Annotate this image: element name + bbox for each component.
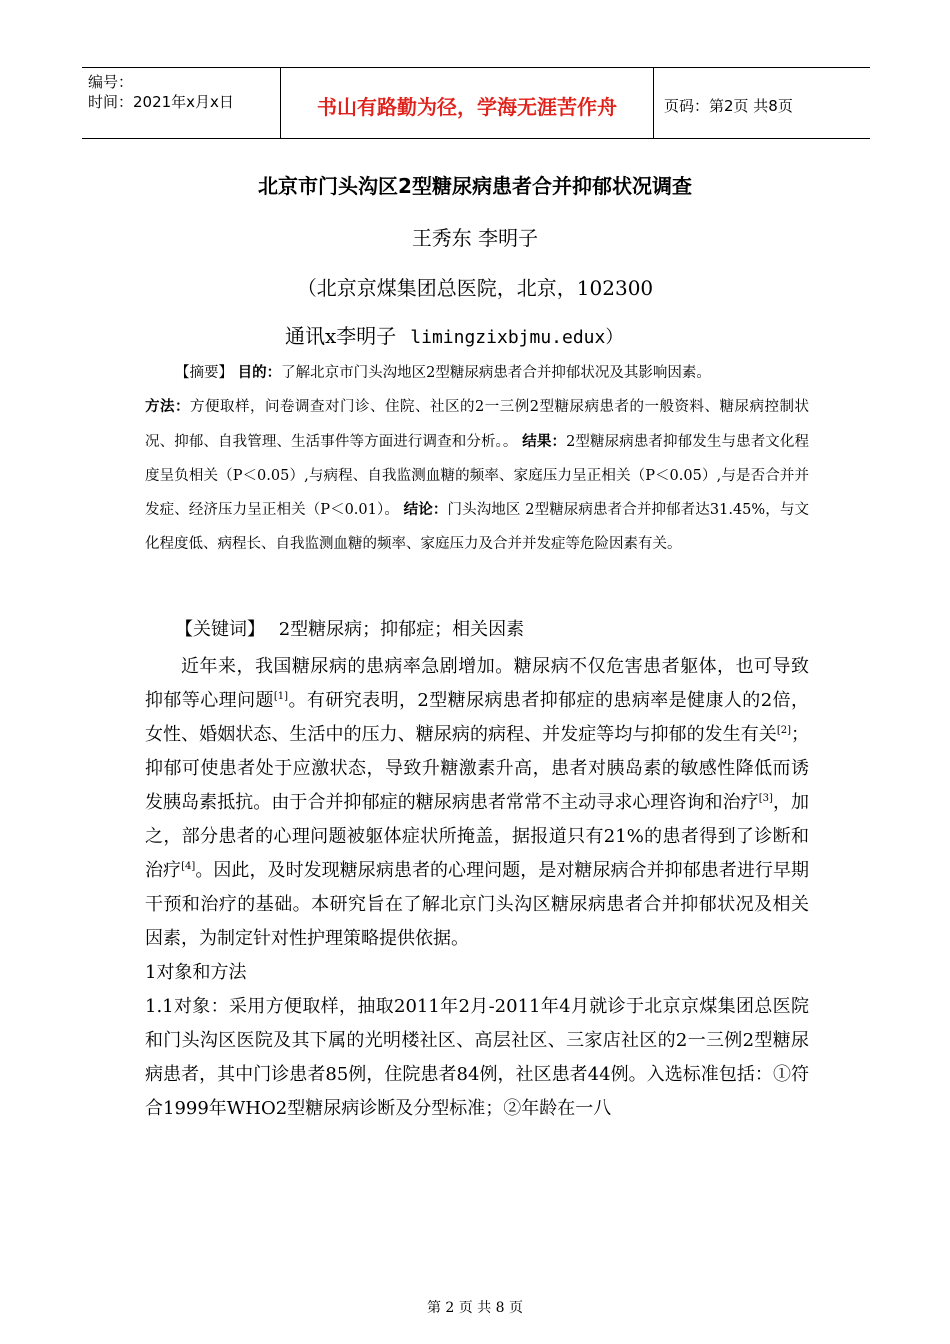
intro-text-4: ，加之，部分患者的心理问题被躯体症状所掩盖，据报道只有21%的患者得到了诊断和治疗 — [145, 792, 810, 881]
intro-paragraph — [145, 650, 809, 956]
abstract-conclusion-label: 结论： — [403, 501, 448, 519]
keywords — [145, 616, 809, 644]
subsection-paragraph: 1.1对象：采用方便取样，抽取2011年2月-2011年4月就诊于北京京煤集团总医院和门头沟区医院及其下属的光明楼社区、高层社区、三家店社区的2一三例2型糖尿病患者，其中门诊患者85例，住院患者84例，社区患者44例。入选标准包括：①符合1999年WHO2型糖尿病诊断及分型标准；②年龄在一八 — [145, 996, 809, 1119]
document-number-label: 编号： — [88, 73, 134, 91]
abstract-method-label: 方法： — [145, 398, 191, 416]
header-motto: 书山有路勤为径，学海无涯苦作舟 — [281, 68, 654, 138]
header-meta — [82, 68, 281, 138]
intro-text-5: 。因此，及时发现糖尿病患者的心理问题，是对糖尿病合并抑郁患者进行早期干预和治疗的基础。本研究旨在了解北京门头沟区糖尿病患者合并抑郁状况及相关因素，为制定针对性护理策略提供依据。 — [145, 860, 810, 949]
document-time: 时间：2021年x月x日 — [88, 93, 234, 111]
citation-1: [1] — [273, 691, 289, 702]
abstract-method: 方便取样，问卷调查对门诊、住院、社区的2一三例2型糖尿病患者的一般资料、糖尿病控制状况、抑郁、自我管理、生活事件等方面进行调查和分析。。 — [145, 399, 810, 450]
article-affiliation: （北京京煤集团总医院，北京，102300 — [296, 276, 654, 300]
citation-2: [2] — [776, 725, 791, 736]
citation-3: [3] — [758, 793, 773, 804]
body-text — [145, 650, 809, 1126]
abstract — [145, 356, 809, 562]
abstract-result: 2型糖尿病患者抑郁发生与患者文化程度呈负相关（P＜0.05）,与病程、自我监测血糖的频率、家庭压力呈正相关（P＜0.05）,与是否合并并发症、经济压力呈正相关（P＜0.01）。 — [145, 433, 810, 519]
abstract-tag: 【摘要】 — [175, 365, 233, 381]
abstract-result-label: 结果： — [522, 432, 567, 450]
contact-label: 通讯x李明子 — [285, 324, 397, 348]
intro-text-1: 近年来，我国糖尿病的患病率急剧增加。糖尿病不仅危害患者躯体，也可导致抑郁等心理问题 — [145, 656, 809, 711]
article-contact — [0, 320, 950, 349]
article-title: 北京市门头沟区2型糖尿病患者合并抑郁状况调查 — [258, 174, 692, 198]
citation-4: [4] — [181, 861, 196, 872]
section-heading: 1对象和方法 — [145, 962, 247, 983]
article-authors: 王秀东 李明子 — [411, 226, 539, 250]
abstract-purpose-label: 目的： — [237, 364, 282, 381]
intro-text-2: 。有研究表明，2型糖尿病患者抑郁症的患病率是健康人的2倍，女性、婚姻状态、生活中的压力、糖尿病的病程、并发症等均与抑郁的发生有关 — [145, 690, 809, 745]
page-footer: 第 2 页 共 8 页 — [426, 1300, 524, 1316]
keywords-label: 【关键词】 — [175, 619, 265, 640]
contact-email: limingzixbjmu.edux） — [410, 327, 624, 348]
page-header — [82, 67, 870, 139]
header-page-code: 页码：第2页 共8页 — [664, 96, 793, 115]
keywords-text: 2型糖尿病；抑郁症；相关因素 — [278, 619, 525, 640]
intro-text-3: ；抑郁可使患者处于应激状态，导致升糖激素升高，患者对胰岛素的敏感性降低而诱发胰岛素抵抗。由于合并抑郁症的糖尿病患者常常不主动寻求心理咨询和治疗 — [145, 724, 809, 813]
abstract-conclusion: 门头沟地区 2型糖尿病患者合并抑郁者达31.45%，与文化程度低、病程长、自我监测血糖的频率、家庭压力及合并并发症等危险因素有关。 — [145, 502, 810, 553]
abstract-purpose: 了解北京市门头沟地区2型糖尿病患者合并抑郁状况及其影响因素。 — [281, 365, 711, 381]
